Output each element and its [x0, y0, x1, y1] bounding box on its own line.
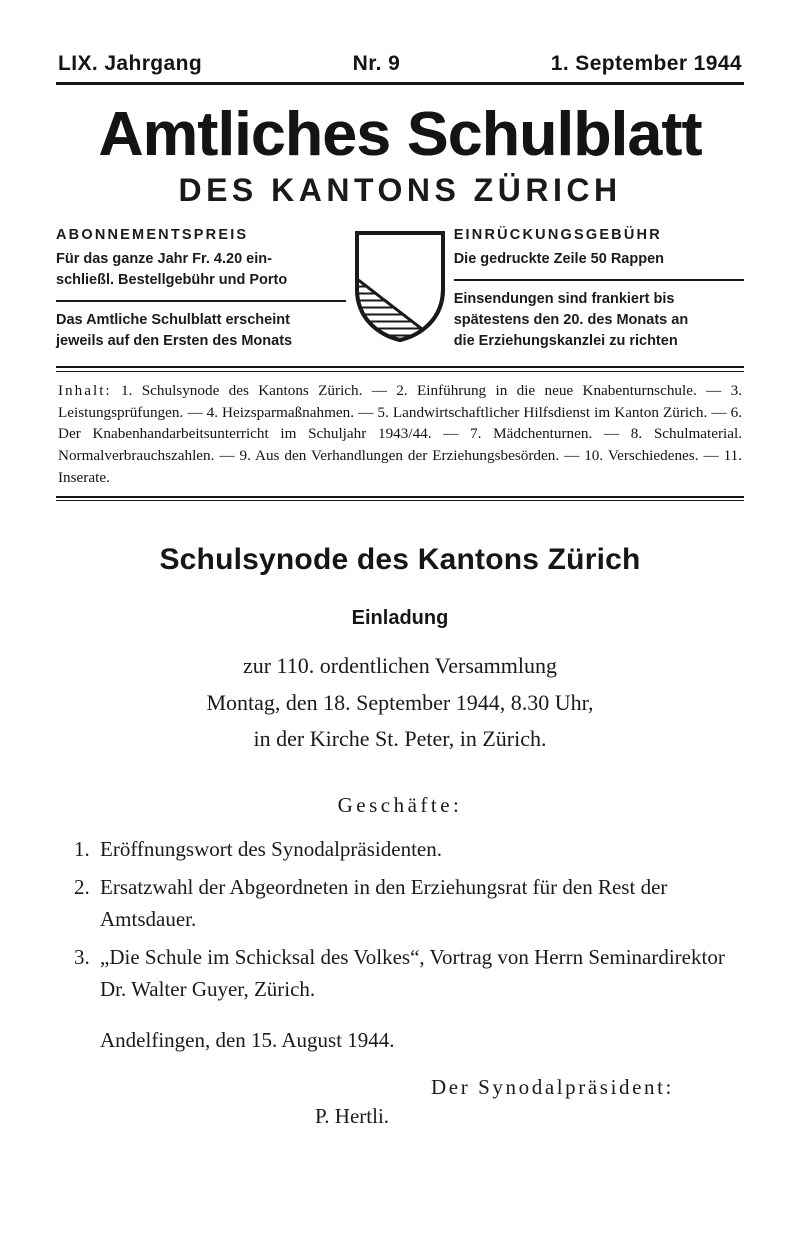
agenda-item-text: „Die Schule im Schicksal des Volkes“, Vortrag von Herrn Seminardirektor Dr. Walter Guyer, Zürich. — [100, 944, 725, 1001]
article-title: Schulsynode des Kantons Zürich — [159, 543, 641, 577]
masthead-divider-top — [56, 82, 744, 85]
invitation-line-3: in der Kirche St. Peter, in Zürich. — [253, 725, 547, 751]
crest-container — [346, 225, 453, 345]
invitation-line-2: Montag, den 18. September 1944, 8.30 Uhr, — [206, 689, 594, 715]
signature-title: Der Synodalpräsident: — [431, 1074, 674, 1099]
zurich-coat-of-arms-icon — [351, 227, 449, 345]
masthead-meta — [56, 52, 744, 82]
agenda-item-text: Eröffnungswort des Synodalpräsidenten. — [100, 837, 442, 862]
contents-label: Inhalt: — [58, 382, 112, 400]
issue-number-label: Nr. 9 — [352, 52, 401, 75]
advertising-info — [454, 225, 744, 352]
advertising-line-2: Einsendungen sind frankiert bis — [453, 291, 675, 308]
subscription-line-1: Für das ganze Jahr Fr. 4.20 ein- — [56, 251, 272, 268]
publication-title: Amtliches Schulblatt — [98, 100, 702, 169]
publication-subtitle: DES KANTONS ZÜRICH — [178, 172, 622, 209]
contents-text: 1. Schulsynode des Kantons Zürich. — 2. Einführung in die neue Knabenturnschule. — 3. Leistungsprüfungen. — 4. Heizsparmaßnahmen. — 5. Landwirtschaftlicher Hilfsdienst im Kanton Zürich. — 6. Der Knabenhandarbeitsunterricht im Schuljahr 1943/44. — 7. Mädchenturnen. — 8. Schulmaterial. Normalverbrauchszahlen. — 9. Aus den Verhandlungen der Erziehungsbesörden. — 10. Verschiedenes. — 11. Inserate. — [58, 382, 742, 486]
volume-label: LIX. Jahrgang — [58, 52, 203, 75]
advertising-line-4: die Erziehungskanzlei zu richten — [453, 333, 678, 350]
article-subtitle: Einladung — [351, 607, 449, 630]
signature-name: P. Hertli. — [314, 1103, 390, 1128]
agenda-item-number: 2. — [74, 875, 90, 899]
list-item — [74, 834, 728, 866]
agenda-item-text: Ersatzwahl der Abgeordneten in den Erziehungsrat für den Rest der Amtsdauer. — [100, 875, 668, 931]
subscription-line-4: jeweils auf den Ersten des Monats — [56, 333, 293, 350]
place-and-date: Andelfingen, den 15. August 1944. — [100, 1027, 395, 1052]
subscription-separator — [56, 300, 346, 302]
article-schulsynode — [56, 543, 744, 1128]
subscription-heading: ABONNEMENTSPREIS — [56, 227, 249, 244]
subscription-line-3: Das Amtliche Schulblatt erscheint — [56, 312, 290, 329]
list-item — [74, 872, 728, 936]
advertising-separator — [454, 279, 744, 281]
agenda-item-number: 1. — [74, 837, 90, 862]
issue-date-label: 1. September 1944 — [550, 52, 742, 75]
invitation-line-1: zur 110. ordentlichen Versammlung — [242, 653, 558, 679]
subscription-info — [56, 225, 346, 352]
advertising-line-1: Die gedruckte Zeile 50 Rappen — [453, 251, 665, 268]
advertising-line-3: spätestens den 20. des Monats an — [453, 312, 689, 329]
contents-divider-bottom — [56, 496, 744, 501]
agenda-heading: Geschäfte: — [337, 793, 463, 818]
agenda-list — [66, 834, 734, 1006]
subscription-line-2: schließl. Bestellgebühr und Porto — [56, 272, 288, 289]
masthead-info-band — [56, 225, 744, 352]
list-item — [74, 942, 728, 1006]
agenda-item-number: 3. — [74, 944, 90, 969]
contents-block — [56, 372, 744, 496]
advertising-heading: EINRÜCKUNGSGEBÜHR — [453, 227, 662, 244]
